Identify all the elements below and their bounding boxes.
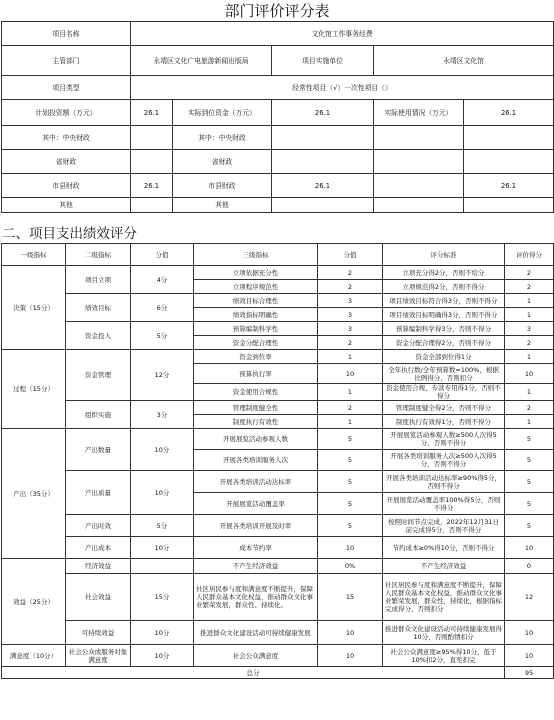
header-score-2: 分值 (318, 244, 383, 266)
city-plan-value: 26.1 (131, 174, 173, 198)
table-row: 资金投入 5分 预算编制科学性 3 预算编制科学得3分，否则不得分 3 (2, 322, 554, 336)
table-row: 资金使用合规性 1 资金使用合规，专款专用得1分，否则不得分 1 (2, 384, 554, 401)
secondary-target: 绩效目标 (66, 294, 131, 322)
central-label-2: 其中：中央财政 (173, 126, 272, 150)
city-label: 市县财政 (2, 174, 131, 198)
section-title: 二、项目支出绩效评分 (2, 226, 137, 242)
type-value: 经常性项目（√）一次性项目（） (131, 76, 554, 100)
secondary-target-score: 6分 (131, 294, 194, 322)
table-row: 开展展览活动覆盖率 5 开展展览活动覆盖率100%得5分，否则不得分 5 (2, 493, 554, 515)
table-row: 产出质量 10分 开展各类培训活动达标率 5 开展各类培训活动达标率≥90%得5分，否则不得分 5 (2, 471, 554, 493)
plan-label: 计划投资额（万元） (2, 100, 131, 126)
actual-label: 实际到位资金（万元） (173, 100, 272, 126)
secondary-org-score: 3分 (131, 401, 194, 429)
table-row: 立项程序规范性 2 立项规范得2分，否则不得分 2 (2, 280, 554, 294)
table-row: 资金分配合理性 2 资金分配合理得2分，否则不得分 2 (2, 336, 554, 350)
total-row (2, 667, 554, 679)
secondary-cost: 产出成本 (66, 537, 131, 559)
secondary-cost-score: 10分 (131, 537, 194, 559)
table-row: 效益（25分） 经济效益 不产生经济效益 0% 不产生经济效益 0 (2, 559, 554, 574)
header-score: 分值 (131, 244, 194, 266)
city-actual-value: 26.1 (272, 174, 374, 198)
secondary-goal: 项目立项 (66, 266, 131, 294)
dept-value: 永靖区文化广电旅游新闻出版局 (131, 46, 272, 76)
other-label-2: 其他 (173, 198, 272, 213)
table-row: 绩效目标 6分 绩效目标合理性 3 项目绩效目标符合得3分，否则不得分 1 (2, 294, 554, 308)
other-label: 其他 (2, 198, 131, 213)
plan-value: 26.1 (131, 100, 173, 126)
used-label: 实际使用情况（万元） (374, 100, 464, 126)
secondary-sat: 社会公众或服务对象满意度 (66, 645, 131, 667)
secondary-qty-score: 10分 (131, 429, 194, 471)
secondary-fund-mgmt-score: 12分 (131, 350, 194, 401)
secondary-sustain: 可持续效益 (66, 621, 131, 645)
page-title: 部门评价评分表 (224, 2, 330, 20)
city-label-2: 市县财政 (173, 174, 272, 198)
performance-score-table (1, 243, 554, 679)
table-row: 产出成本 10分 成本节约率 10 节约成本≥0%得10分，否则不得分 10 (2, 537, 554, 559)
used-value: 26.1 (464, 100, 554, 126)
header-result: 评价得分 (505, 244, 554, 266)
secondary-quality-score: 10分 (131, 471, 194, 515)
central-label: 其中：中央财政 (2, 126, 131, 150)
project-name-label: 项目名称 (2, 22, 131, 46)
primary-output: 产出（35分） (2, 429, 66, 559)
table-row: 满意度（10分） 社会公众或服务对象满意度 10分 社会公众满意度 10 社会公众满意度≥95%得10分，低于10%扣2分，直至扣完 10 (2, 645, 554, 667)
dept-label: 主管部门 (2, 46, 131, 76)
header-tertiary: 三级指标 (194, 244, 318, 266)
impl-label: 项目实施单位 (272, 46, 374, 76)
secondary-social: 社会效益 (66, 574, 131, 621)
table-row: 社会效益 15分 社区居民参与度和满意度不断提升，保障人民群众基本文化权益，推动群众文化事业繁荣发展，群众性、持续化。 15 社区居民参与度和满意度不断提升，保障人民群众基本文化权益，推动群众文化事业繁荣发展，群众性，持续化，根据指标完成得分，否则扣分 12 (2, 574, 554, 621)
secondary-timely-score: 5分 (131, 515, 194, 537)
project-name-value: 文化馆工作事务经费 (131, 22, 554, 46)
secondary-org: 组织实施 (66, 401, 131, 429)
province-label-2: 省财政 (173, 150, 272, 174)
secondary-goal-score: 4分 (131, 266, 194, 294)
table-row: 产出（35分） 产出数量 10分 开展展览活动参观人数 5 开展展览活动参观人数≥500人次得5分，否则不得分 5 (2, 429, 554, 450)
impl-value: 永靖区文化馆 (374, 46, 554, 76)
secondary-sat-score: 10分 (131, 645, 194, 667)
table-row: 开展各类培训服务人次 5 开展各类培训服务人次≥500人次得5分，否则不得分 5 (2, 450, 554, 471)
secondary-qty: 产出数量 (66, 429, 131, 471)
table-row: 制度执行有效性 1 制度执行有效得1分，否则不得分 1 (2, 415, 554, 429)
total-label: 总分 (2, 667, 505, 679)
type-label: 项目类型 (2, 76, 131, 100)
primary-process: 过程（15分） (2, 350, 66, 429)
total-value: 95 (505, 667, 554, 679)
actual-value: 26.1 (272, 100, 374, 126)
project-info-table (1, 21, 554, 213)
secondary-econ: 经济效益 (66, 559, 131, 574)
primary-satisfaction: 满意度（10分） (2, 645, 66, 667)
table-row: 产出时效 5分 开展各类培训开展及时率 5 按照时间节点完成，2022年12月31日前完成得5分，否则不得分 5 (2, 515, 554, 537)
secondary-funds: 资金投入 (66, 322, 131, 350)
header-secondary: 二级指标 (66, 244, 131, 266)
secondary-sustain-score: 10分 (131, 621, 194, 645)
table-row: 组织实施 3分 管理制度健全性 2 管理制度健全得2分，否则不得分 2 (2, 401, 554, 415)
city-used-value: 26.1 (464, 174, 554, 198)
secondary-fund-mgmt: 资金管理 (66, 350, 131, 401)
secondary-timely: 产出时效 (66, 515, 131, 537)
secondary-social-score: 15分 (131, 574, 194, 621)
table-row: 过程（15分） 资金管理 12分 资金到位率 1 资金全部到位得1分 1 (2, 350, 554, 364)
primary-effect: 效益（25分） (2, 559, 66, 645)
table-row: 决策（15分） 项目立项 4分 立项依据充分性 2 立项充分得2分，否则不给分 2 (2, 266, 554, 280)
primary-decision: 决策（15分） (2, 266, 66, 350)
province-label: 省财政 (2, 150, 131, 174)
secondary-funds-score: 5分 (131, 322, 194, 350)
table-row: 预算执行率 10 全年执行数/全年预算数=100%，根据比例得分，否则扣分 10 (2, 364, 554, 384)
table-row: 可持续效益 10分 推进群众文化建设活动可持续健康发展 10 推进群众文化建设活动可持续健康发展得10分，否则酌情扣分 10 (2, 621, 554, 645)
secondary-quality: 产出质量 (66, 471, 131, 515)
header-primary: 一级指标 (2, 244, 66, 266)
header-standard: 评分标准 (383, 244, 505, 266)
table-row: 绩效指标明确性 3 项目绩效目标明确得3分，否则不得分 1 (2, 308, 554, 322)
